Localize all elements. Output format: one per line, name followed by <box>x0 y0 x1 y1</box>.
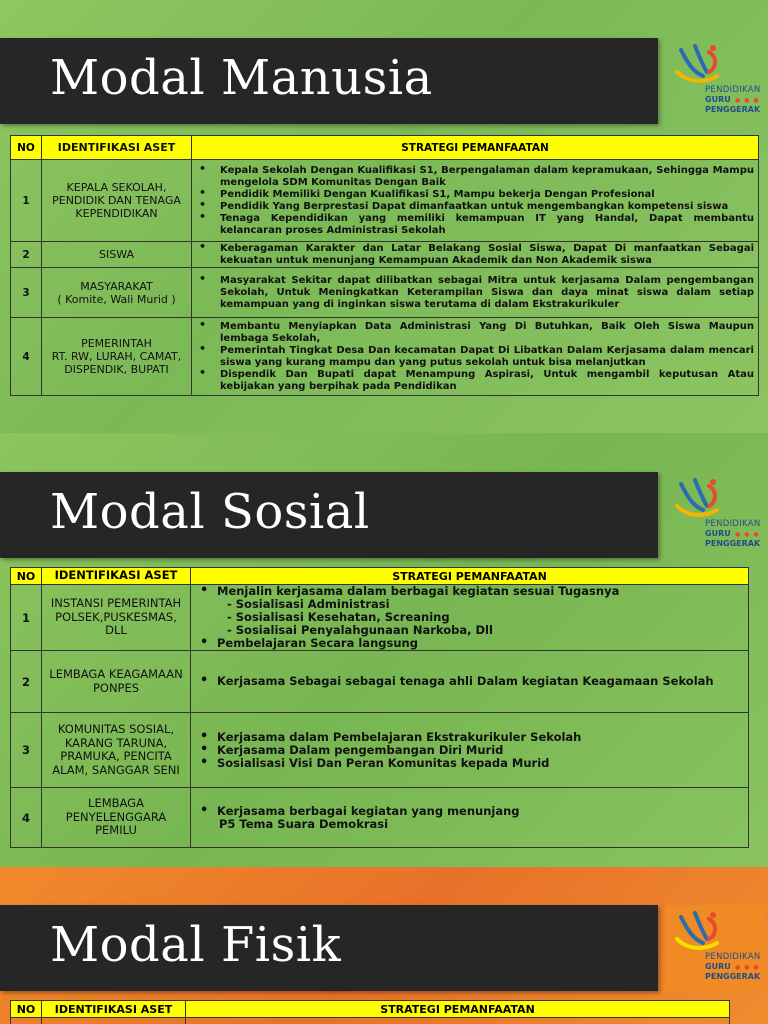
strategy-item: • Pendidik Memiliki Dengan Kualifikasi S1, Mampu bekerja Dengan Profesional <box>196 189 754 201</box>
strategy-item: • Pendidik Yang Berprestasi Dapat dimanfaatkan untuk mengembangkan kompetensi siswa <box>196 201 754 213</box>
row-number: 2 <box>11 242 42 268</box>
asset-name <box>42 1018 186 1024</box>
asset-line: PEMERINTAH <box>81 337 152 350</box>
strategy-cell <box>192 318 759 396</box>
strategy-item-continuation: P5 Tema Suara Demokrasi <box>219 816 389 831</box>
strategy-cell <box>191 713 749 788</box>
strategy-subitem: - Sosialisasi Administrasi <box>227 597 390 611</box>
slide-title: Modal Manusia <box>50 50 433 106</box>
header-strategi: STRATEGI PEMANFAATAN <box>192 136 759 160</box>
title-bar <box>0 905 658 991</box>
row-number: 2 <box>11 651 42 713</box>
asset-name <box>42 788 191 848</box>
strategy-list <box>196 165 754 237</box>
header-no: NO <box>11 1001 42 1018</box>
header-no: NO <box>11 136 42 160</box>
logo-text-1: PENDIDIKAN <box>705 519 761 529</box>
asset-name <box>42 268 192 318</box>
table-row <box>11 585 749 651</box>
strategy-list <box>196 243 754 267</box>
table-header-row <box>11 136 759 160</box>
row-number: 3 <box>11 268 42 318</box>
strategy-item: • Keberagaman Karakter dan Latar Belakang Sosial Siswa, Dapat Di manfaatkan Sebagai kekuatan untuk menunjang Kemampuan Akademik dan Non Akademik siswa <box>196 243 754 267</box>
table-row <box>11 160 759 242</box>
strategy-item: • Tenaga Kependidikan yang memiliki kemampuan IT yang Handal, Dapat membantu kelancaran proses Administrasi Sekolah <box>196 213 754 237</box>
strategy-cell <box>191 651 749 713</box>
strategy-list <box>197 675 744 688</box>
asset-line: PENYELENGGARA <box>65 809 167 824</box>
table-row <box>11 788 749 848</box>
strategy-subitem: - Sosialisasi Kesehatan, Screaning <box>227 610 450 624</box>
strategy-item: • Kerjasama dalam Pembelajaran Ekstrakurikuler Sekolah <box>197 731 744 744</box>
asset-line: LEMBAGA KEAGAMAAN <box>49 667 183 681</box>
header-aset: IDENTIFIKASI ASET <box>42 1001 186 1018</box>
asset-line: PEMILU <box>95 823 137 838</box>
logo-dots: ● ● ● <box>735 531 760 538</box>
asset-table <box>10 135 759 396</box>
strategy-cell <box>191 788 749 848</box>
strategy-item: • Kepala Sekolah Dengan Kualifikasi S1, Berpengalaman dalam kepramukaan, Sehingga Mampu mengelola SDM Komunitas Dengan Baik <box>196 165 754 189</box>
asset-line: POLSEK,PUSKESMAS, <box>55 609 177 624</box>
asset-line: KEPALA SEKOLAH, <box>66 181 167 194</box>
row-number: 1 <box>11 160 42 242</box>
asset-table <box>10 567 749 848</box>
strategy-item: • Sosialisasi Visi Dan Peran Komunitas kepada Murid <box>197 757 744 770</box>
strategy-cell <box>191 585 749 651</box>
strategy-list <box>197 731 744 770</box>
logo-pendidikan-guru-penggerak <box>665 472 765 558</box>
header-aset: IDENTIFIKASI ASET <box>42 568 191 585</box>
strategy-cell <box>186 1018 730 1024</box>
strategy-cell <box>192 160 759 242</box>
row-number <box>11 1018 42 1024</box>
asset-table <box>10 1000 730 1024</box>
strategy-list <box>196 275 754 311</box>
logo-text-3: PENGGERAK <box>705 539 761 548</box>
row-number: 3 <box>11 713 42 788</box>
strategy-cell <box>192 268 759 318</box>
logo-pendidikan-guru-penggerak <box>665 38 765 124</box>
strategy-item: • Pembelajaran Secara langsung <box>197 637 744 650</box>
table-row <box>11 242 759 268</box>
slide-title: Modal Fisik <box>50 917 342 973</box>
asset-line: MASYARAKAT <box>80 279 153 293</box>
asset-name <box>42 585 191 651</box>
strategy-item: • Kerjasama Dalam pengembangan Diri Murid <box>197 744 744 757</box>
asset-line: KOMUNITAS SOSIAL, <box>57 722 175 736</box>
asset-name <box>42 318 192 396</box>
logo-text-2: GURU <box>705 962 731 971</box>
table-row <box>11 318 759 396</box>
logo-dots: ● ● ● <box>735 97 760 104</box>
header-no: NO <box>11 568 42 585</box>
table-row <box>11 1018 730 1024</box>
asset-line: PONPES <box>92 680 140 695</box>
title-bar <box>0 38 658 124</box>
table-header-row <box>11 1001 730 1018</box>
title-bar <box>0 472 658 558</box>
asset-line: ALAM, SANGGAR SENI <box>52 762 180 777</box>
slide-title: Modal Sosial <box>50 484 370 540</box>
table-row <box>11 268 759 318</box>
table-row <box>11 651 749 713</box>
asset-line: DLL <box>105 623 127 638</box>
strategy-list <box>197 585 744 650</box>
logo-text-2: GURU <box>705 529 731 538</box>
strategy-cell <box>192 242 759 268</box>
strategy-item: • Kerjasama berbagai kegiatan yang menunjang <box>197 805 744 818</box>
asset-line: ( Komite, Wali Murid ) <box>57 292 176 306</box>
asset-line: PENDIDIK DAN TENAGA <box>52 194 181 207</box>
logo-pendidikan-guru-penggerak <box>665 905 765 991</box>
asset-line: KEPENDIDIKAN <box>75 207 158 220</box>
strategy-item: • Membantu Menyiapkan Data Administrasi Yang Di Butuhkan, Baik Oleh Siswa Maupun lembaga Sekolah, <box>196 321 754 345</box>
asset-line: SISWA <box>98 248 134 261</box>
asset-name <box>42 713 191 788</box>
row-number: 1 <box>11 585 42 651</box>
asset-line: PRAMUKA, PENCITA <box>60 749 172 763</box>
asset-name <box>42 242 192 268</box>
strategy-item: • Masyarakat Sekitar dapat dilibatkan sebagai Mitra untuk kerjasama Dalam pengembangan Sekolah, Untuk Meningkatkan Keterampilan Siswa dan daya minat siswa dalam setiap kemampuan yang di inginkan siswa terutama di dalam Ekstrakurikuler <box>196 275 754 311</box>
logo-text-3: PENGGERAK <box>705 105 761 114</box>
table-row <box>11 713 749 788</box>
asset-line: KARANG TARUNA, <box>64 735 168 750</box>
row-number: 4 <box>11 318 42 396</box>
asset-line: INSTANSI PEMERINTAH <box>50 596 182 611</box>
asset-line: LEMBAGA <box>88 796 144 811</box>
strategy-item: • Kerjasama Sebagai sebagai tenaga ahli Dalam kegiatan Keagamaan Sekolah <box>197 675 744 688</box>
asset-line: RT. RW, LURAH, CAMAT, <box>51 350 182 363</box>
logo-text-1: PENDIDIKAN <box>705 85 761 95</box>
logo-dots: ● ● ● <box>735 964 760 971</box>
header-strategi: STRATEGI PEMANFAATAN <box>186 1001 730 1018</box>
header-aset: IDENTIFIKASI ASET <box>42 136 192 160</box>
table-header-row <box>11 568 749 585</box>
row-number: 4 <box>11 788 42 848</box>
strategy-item: • Pemerintah Tingkat Desa Dan kecamatan Dapat Di Libatkan Dalam Kerjasama dalam mencari siswa yang kurang mampu dan yang putus sekolah untuk bisa melanjutkan <box>196 345 754 369</box>
strategy-list <box>197 805 744 831</box>
asset-name <box>42 651 191 713</box>
strategy-item: • Dispendik Dan Bupati dapat Menampung Aspirasi, Untuk mengambil keputusan Atau kebijakan yang berpihak pada Pendidikan <box>196 369 754 393</box>
logo-text-1: PENDIDIKAN <box>705 952 761 962</box>
header-strategi: STRATEGI PEMANFAATAN <box>191 568 749 585</box>
slide-modal-manusia <box>0 0 768 433</box>
strategy-item: • Menjalin kerjasama dalam berbagai kegiatan sesuai Tugasnya <box>197 585 744 598</box>
asset-name <box>42 160 192 242</box>
asset-line: DISPENDIK, BUPATI <box>64 363 169 376</box>
logo-text-2: GURU <box>705 95 731 104</box>
logo-text-3: PENGGERAK <box>705 972 761 981</box>
strategy-list <box>196 321 754 393</box>
strategy-subitem: - Sosialisai Penyalahgunaan Narkoba, Dll <box>227 623 493 637</box>
